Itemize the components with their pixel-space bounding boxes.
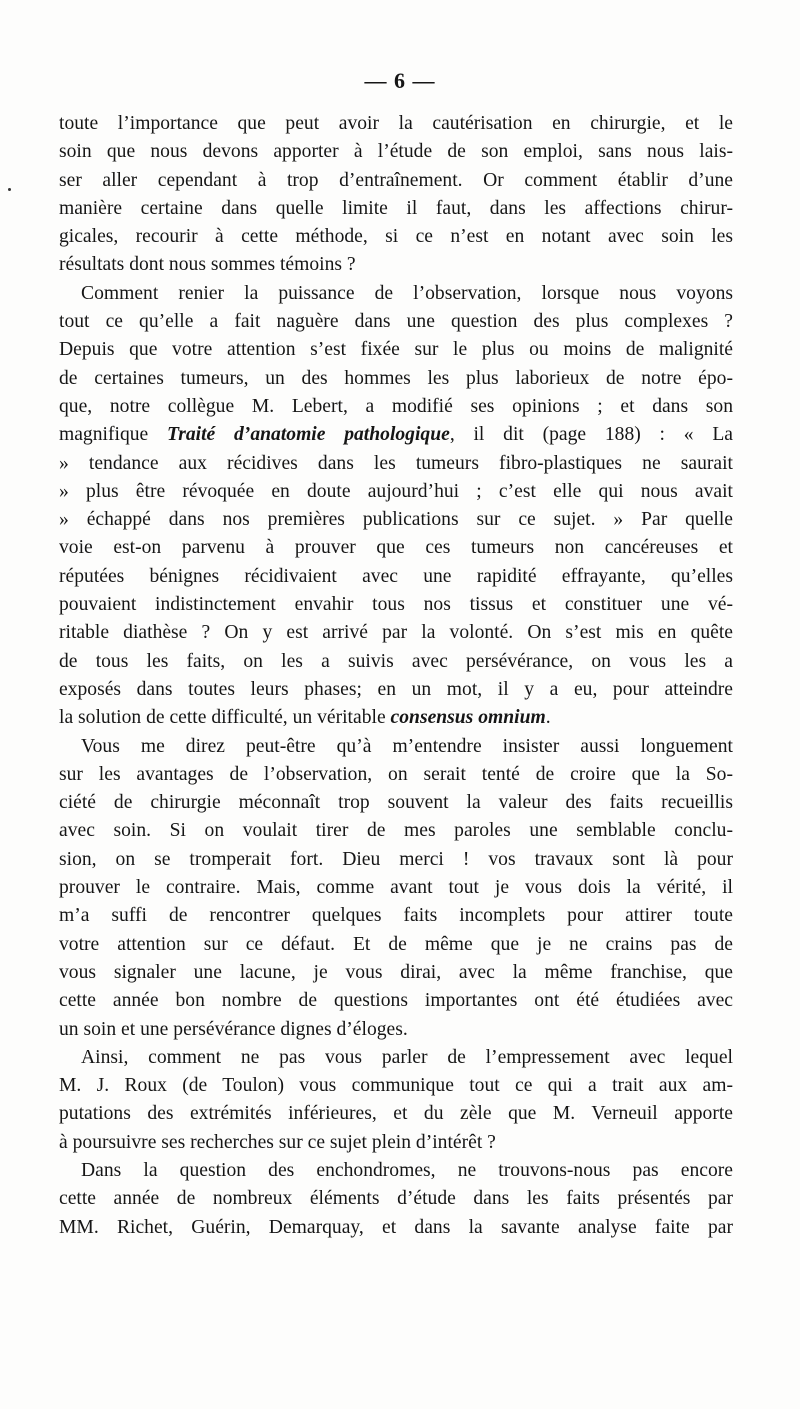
text-line: [59, 563, 733, 591]
text-segment: que, notre collègue M. Lebert, a modifié ses opinions ; et dans son: [59, 395, 733, 417]
text-line: [59, 733, 733, 761]
text-segment: réputées bénignes récidivaient avec une rapidité effrayante, qu’elles: [59, 565, 733, 587]
text-segment: votre attention sur ce défaut. Et de même que je ne crains pas de: [59, 933, 733, 955]
print-speck: [8, 188, 11, 191]
text-segment: MM. Richet, Guérin, Demarquay, et dans la savante analyse faite par: [59, 1216, 733, 1238]
text-line: [59, 1214, 733, 1242]
text-segment: ciété de chirurgie méconnaît trop souvent la valeur des faits recueillis: [59, 792, 733, 814]
text-line: [59, 110, 733, 138]
text-segment: Dans la question des enchondromes, ne trouvons-nous pas encore: [81, 1159, 733, 1181]
text-segment: pouvaient indistinctement envahir tous nos tissus et constituer une vé-: [59, 594, 733, 616]
text-segment: m’a suffi de rencontrer quelques faits incomplets pour attirer toute: [59, 905, 733, 927]
text-segment: Ainsi, comment ne pas vous parler de l’empressement avec lequel: [81, 1046, 733, 1068]
text-segment: cette année de nombreux éléments d’étude dans les faits présentés par: [59, 1188, 733, 1210]
text-line: [59, 987, 733, 1015]
text-line: [59, 648, 733, 676]
text-line: [59, 534, 733, 562]
text-segment: toute l’importance que peut avoir la cautérisation en chirurgie, et le: [59, 113, 733, 134]
text-line: [59, 1185, 733, 1213]
text-segment: gicales, recourir à cette méthode, si ce n’est en notant avec soin les: [59, 226, 733, 248]
text-line: [59, 1129, 733, 1157]
text-segment: résultats dont nous sommes témoins ?: [59, 254, 356, 276]
text-line: [59, 761, 733, 789]
text-line: [59, 393, 733, 421]
text-line: [59, 280, 733, 308]
text-line: [59, 874, 733, 902]
text-segment: vous signaler une lacune, je vous dirai, avec la même franchise, que: [59, 961, 733, 983]
text-line: [59, 817, 733, 845]
text-segment: de certaines tumeurs, un des hommes les plus laborieux de notre épo-: [59, 367, 733, 389]
text-line: [59, 931, 733, 959]
text-line: [59, 223, 733, 251]
text-line: [59, 506, 733, 534]
text-line: [59, 167, 733, 195]
text-line: [59, 1157, 733, 1185]
text-line: [59, 336, 733, 364]
text-segment: M. J. Roux (de Toulon) vous communique tout ce qui a trait aux am-: [59, 1075, 733, 1097]
text-segment: avec soin. Si on voulait tirer de mes paroles une semblable conclu-: [59, 820, 733, 842]
text-segment: tout ce qu’elle a fait naguère dans une question des plus complexes ?: [59, 311, 733, 333]
text-segment: un soin et une persévérance dignes d’éloges.: [59, 1018, 408, 1040]
text-line: [59, 308, 733, 336]
text-segment: » plus être révoquée en doute aujourd’hui ; c’est elle qui nous avait: [59, 480, 733, 502]
text-segment: de tous les faits, on les a suivis avec persévérance, on vous les a: [59, 650, 733, 672]
text-line: [59, 195, 733, 223]
text-segment: » échappé dans nos premières publications sur ce sujet. » Par quelle: [59, 509, 733, 531]
text-line: [59, 902, 733, 930]
text-segment: prouver le contraire. Mais, comme avant tout je vous dois la vérité, il: [59, 877, 733, 899]
text-line: [59, 365, 733, 393]
text-line: [59, 450, 733, 478]
text-segment: cette année bon nombre de questions importantes ont été étudiées avec: [59, 990, 733, 1012]
text-segment: sion, on se tromperait fort. Dieu merci ! vos travaux sont là pour: [59, 848, 733, 870]
text-segment: Comment renier la puissance de l’observation, lorsque nous voyons: [81, 282, 733, 304]
text-segment: manière certaine dans quelle limite il faut, dans les affections chirur-: [59, 197, 733, 219]
text-line: [59, 619, 733, 647]
italic-title: consensus omnium: [390, 707, 546, 729]
text-line: [59, 138, 733, 166]
text-line: [59, 789, 733, 817]
text-line: [59, 676, 733, 704]
text-line: [59, 421, 733, 449]
text-line: [59, 959, 733, 987]
text-line: [59, 591, 733, 619]
text-segment: Vous me direz peut-être qu’à m’entendre insister aussi longuement: [81, 735, 733, 757]
text-segment: sur les avantages de l’observation, on serait tenté de croire que la So-: [59, 763, 733, 785]
text-segment: soin que nous devons apporter à l’étude de son emploi, sans nous lais-: [59, 141, 733, 163]
text-segment: la solution de cette difficulté, un véritable: [59, 707, 391, 729]
text-segment: à poursuivre ses recherches sur ce sujet plein d’intérêt ?: [59, 1131, 496, 1153]
text-line: [59, 478, 733, 506]
text-segment: .: [545, 707, 551, 729]
text-segment: » tendance aux récidives dans les tumeurs fibro-plastiques ne saurait: [59, 452, 733, 474]
text-segment: voie est-on parvenu à prouver que ces tumeurs non cancéreuses et: [59, 537, 733, 559]
text-segment: exposés dans toutes leurs phases; en un mot, il y a eu, pour atteindre: [59, 678, 733, 700]
text-line: [59, 1072, 733, 1100]
text-segment: magnifique: [59, 424, 167, 446]
text-line: [59, 704, 733, 732]
text-segment: ritable diathèse ? On y est arrivé par la volonté. On s’est mis en quête: [59, 622, 733, 644]
text-segment: putations des extrémités inférieures, et du zèle que M. Verneuil apporte: [59, 1103, 733, 1125]
italic-title: Traité d’anatomie pathologique: [167, 424, 450, 446]
body-text: [59, 110, 733, 1242]
text-line: [59, 1100, 733, 1128]
text-line: [59, 846, 733, 874]
text-line: [59, 251, 733, 279]
text-line: [59, 1016, 733, 1044]
text-segment: Depuis que votre attention s’est fixée sur le plus ou moins de malignité: [59, 339, 733, 361]
text-line: [59, 1044, 733, 1072]
page-number: — 6 —: [364, 68, 436, 93]
text-segment: ser aller cependant à trop d’entraînement. Or comment établir d’une: [59, 169, 733, 191]
text-segment: , il dit (page 188) : « La: [449, 424, 733, 446]
